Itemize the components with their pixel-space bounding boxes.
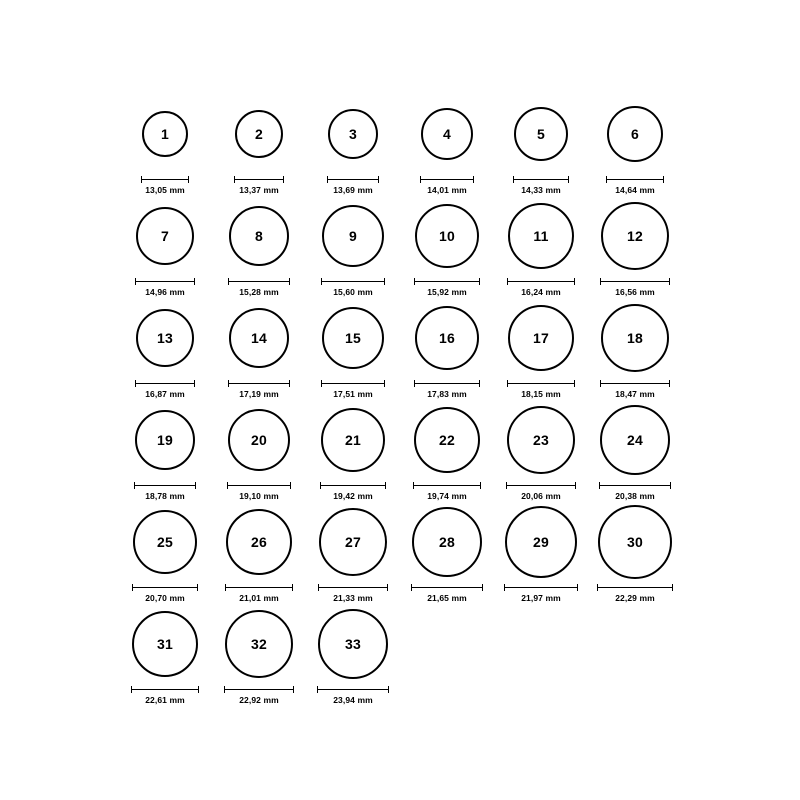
ring-circle[interactable]: [507, 406, 575, 474]
ring-size-label: 5: [537, 126, 545, 142]
dimension-annotation: [134, 482, 196, 501]
ring-size-label: 22: [439, 432, 455, 448]
ring-circle[interactable]: [414, 407, 480, 473]
ring-size-cell[interactable]: [588, 95, 682, 195]
ring-circle-wrapper: [225, 605, 293, 683]
ring-circle-wrapper: [601, 197, 669, 275]
diameter-value: 19,10 mm: [239, 491, 279, 501]
ring-circle[interactable]: [415, 204, 479, 268]
dimension-arrow-icon: [507, 380, 575, 387]
dimension-annotation: [227, 482, 291, 501]
dimension-annotation: [606, 176, 664, 195]
ring-circle-wrapper: [228, 401, 290, 479]
ring-size-label: 14: [251, 330, 267, 346]
dimension-arrow-icon: [600, 278, 670, 285]
diameter-value: 13,69 mm: [333, 185, 373, 195]
ring-circle-wrapper: [601, 299, 669, 377]
dimension-annotation: [600, 278, 670, 297]
ring-size-label: 15: [345, 330, 361, 346]
dimension-arrow-icon: [135, 380, 195, 387]
ring-size-cell[interactable]: [118, 605, 212, 705]
diameter-value: 18,78 mm: [145, 491, 185, 501]
dimension-annotation: [228, 278, 290, 297]
diameter-value: 18,47 mm: [615, 389, 655, 399]
ring-size-cell[interactable]: [306, 401, 400, 501]
ring-size-cell[interactable]: [306, 605, 400, 705]
ring-circle-wrapper: [229, 197, 289, 275]
dimension-arrow-icon: [134, 482, 196, 489]
ring-size-cell[interactable]: [588, 197, 682, 297]
ring-circle-wrapper: [322, 197, 384, 275]
dimension-arrow-icon: [606, 176, 664, 183]
size-row: [0, 401, 800, 501]
diameter-value: 16,87 mm: [145, 389, 185, 399]
dimension-arrow-icon: [317, 686, 389, 693]
ring-circle[interactable]: [600, 405, 670, 475]
ring-size-label: 13: [157, 330, 173, 346]
ring-circle[interactable]: [328, 109, 378, 159]
diameter-value: 17,83 mm: [427, 389, 467, 399]
ring-size-label: 18: [627, 330, 643, 346]
ring-size-label: 19: [157, 432, 173, 448]
ring-circle-wrapper: [235, 95, 283, 173]
dimension-annotation: [228, 380, 290, 399]
diameter-value: 15,60 mm: [333, 287, 373, 297]
dimension-arrow-icon: [413, 482, 481, 489]
ring-size-cell[interactable]: [212, 299, 306, 399]
dimension-arrow-icon: [131, 686, 199, 693]
ring-circle[interactable]: [318, 609, 388, 679]
diameter-value: 20,70 mm: [145, 593, 185, 603]
ring-circle[interactable]: [132, 611, 198, 677]
diameter-value: 20,38 mm: [615, 491, 655, 501]
diameter-value: 15,92 mm: [427, 287, 467, 297]
ring-size-label: 17: [533, 330, 549, 346]
diameter-value: 23,94 mm: [333, 695, 373, 705]
ring-circle[interactable]: [514, 107, 568, 161]
dimension-arrow-icon: [597, 584, 673, 591]
ring-circle[interactable]: [508, 203, 574, 269]
ring-circle-wrapper: [414, 401, 480, 479]
ring-size-label: 27: [345, 534, 361, 550]
ring-circle[interactable]: [235, 110, 283, 158]
dimension-annotation: [135, 278, 195, 297]
ring-circle[interactable]: [415, 306, 479, 370]
ring-circle[interactable]: [601, 304, 669, 372]
dimension-arrow-icon: [507, 278, 575, 285]
ring-circle-wrapper: [136, 197, 194, 275]
dimension-arrow-icon: [321, 380, 385, 387]
dimension-annotation: [600, 380, 670, 399]
ring-circle[interactable]: [142, 111, 188, 157]
ring-circle-wrapper: [142, 95, 188, 173]
ring-size-cell[interactable]: [306, 197, 400, 297]
ring-size-label: 11: [533, 228, 549, 244]
dimension-arrow-icon: [420, 176, 474, 183]
ring-circle[interactable]: [322, 205, 384, 267]
ring-circle-wrapper: [321, 401, 385, 479]
ring-circle-wrapper: [322, 299, 384, 377]
diameter-value: 18,15 mm: [521, 389, 561, 399]
ring-size-cell[interactable]: [306, 95, 400, 195]
ring-size-label: 26: [251, 534, 267, 550]
dimension-arrow-icon: [228, 278, 290, 285]
ring-circle[interactable]: [136, 207, 194, 265]
dimension-arrow-icon: [600, 380, 670, 387]
dimension-arrow-icon: [320, 482, 386, 489]
dimension-annotation: [513, 176, 569, 195]
ring-circle[interactable]: [322, 307, 384, 369]
dimension-arrow-icon: [513, 176, 569, 183]
diameter-value: 13,05 mm: [145, 185, 185, 195]
ring-circle-wrapper: [505, 503, 577, 581]
ring-circle-wrapper: [226, 503, 292, 581]
ring-size-cell[interactable]: [494, 299, 588, 399]
dimension-annotation: [234, 176, 284, 195]
dimension-arrow-icon: [504, 584, 578, 591]
diameter-value: 14,64 mm: [615, 185, 655, 195]
diameter-value: 14,96 mm: [145, 287, 185, 297]
ring-circle-wrapper: [319, 503, 387, 581]
ring-size-label: 24: [627, 432, 643, 448]
dimension-annotation: [321, 278, 385, 297]
size-row: [0, 95, 800, 195]
dimension-arrow-icon: [135, 278, 195, 285]
dimension-arrow-icon: [141, 176, 189, 183]
diameter-value: 21,65 mm: [427, 593, 467, 603]
ring-circle[interactable]: [319, 508, 387, 576]
diameter-value: 21,97 mm: [521, 593, 561, 603]
dimension-annotation: [599, 482, 671, 501]
ring-size-cell[interactable]: [306, 503, 400, 603]
ring-size-label: 23: [533, 432, 549, 448]
ring-size-label: 7: [161, 228, 169, 244]
ring-circle-wrapper: [229, 299, 289, 377]
dimension-annotation: [135, 380, 195, 399]
size-row: [0, 299, 800, 399]
ring-size-cell[interactable]: [588, 503, 682, 603]
ring-size-label: 21: [345, 432, 361, 448]
diameter-value: 19,74 mm: [427, 491, 467, 501]
ring-size-label: 6: [631, 126, 639, 142]
dimension-arrow-icon: [228, 380, 290, 387]
dimension-annotation: [321, 380, 385, 399]
ring-circle-wrapper: [412, 503, 482, 581]
ring-size-label: 32: [251, 636, 267, 652]
ring-circle[interactable]: [133, 510, 197, 574]
ring-size-cell[interactable]: [494, 401, 588, 501]
ring-size-cell[interactable]: [212, 197, 306, 297]
ring-circle-wrapper: [132, 605, 198, 683]
ring-circle-wrapper: [136, 299, 194, 377]
dimension-annotation: [420, 176, 474, 195]
ring-size-label: 4: [443, 126, 451, 142]
ring-circle[interactable]: [229, 206, 289, 266]
dimension-annotation: [225, 584, 293, 603]
diameter-value: 13,37 mm: [239, 185, 279, 195]
dimension-annotation: [224, 686, 294, 705]
ring-size-label: 30: [627, 534, 643, 550]
dimension-arrow-icon: [506, 482, 576, 489]
ring-size-label: 16: [439, 330, 455, 346]
diameter-value: 15,28 mm: [239, 287, 279, 297]
ring-size-cell[interactable]: [588, 401, 682, 501]
ring-circle-wrapper: [415, 299, 479, 377]
dimension-annotation: [506, 482, 576, 501]
diameter-value: 21,33 mm: [333, 593, 373, 603]
dimension-arrow-icon: [321, 278, 385, 285]
ring-circle[interactable]: [508, 305, 574, 371]
ring-circle-wrapper: [421, 95, 473, 173]
dimension-annotation: [414, 278, 480, 297]
ring-size-cell[interactable]: [118, 401, 212, 501]
dimension-annotation: [414, 380, 480, 399]
dimension-annotation: [507, 380, 575, 399]
ring-circle-wrapper: [135, 401, 195, 479]
dimension-arrow-icon: [227, 482, 291, 489]
diameter-value: 19,42 mm: [333, 491, 373, 501]
dimension-arrow-icon: [414, 278, 480, 285]
ring-size-cell[interactable]: [400, 503, 494, 603]
dimension-arrow-icon: [225, 584, 293, 591]
ring-circle-wrapper: [598, 503, 672, 581]
dimension-annotation: [507, 278, 575, 297]
dimension-annotation: [413, 482, 481, 501]
dimension-arrow-icon: [318, 584, 388, 591]
ring-size-label: 9: [349, 228, 357, 244]
diameter-value: 16,24 mm: [521, 287, 561, 297]
ring-circle[interactable]: [229, 308, 289, 368]
ring-circle[interactable]: [421, 108, 473, 160]
ring-size-cell[interactable]: [588, 299, 682, 399]
dimension-annotation: [132, 584, 198, 603]
ring-size-label: 12: [627, 228, 643, 244]
ring-circle-wrapper: [415, 197, 479, 275]
ring-size-label: 28: [439, 534, 455, 550]
diameter-value: 16,56 mm: [615, 287, 655, 297]
ring-size-label: 10: [439, 228, 455, 244]
diameter-value: 14,01 mm: [427, 185, 467, 195]
ring-size-cell[interactable]: [494, 95, 588, 195]
ring-size-cell[interactable]: [118, 95, 212, 195]
ring-size-cell[interactable]: [400, 95, 494, 195]
ring-circle-wrapper: [514, 95, 568, 173]
diameter-value: 22,92 mm: [239, 695, 279, 705]
ring-size-cell[interactable]: [212, 95, 306, 195]
dimension-annotation: [318, 584, 388, 603]
dimension-annotation: [320, 482, 386, 501]
ring-size-cell[interactable]: [212, 503, 306, 603]
ring-circle[interactable]: [607, 106, 663, 162]
ring-circle-wrapper: [507, 401, 575, 479]
diameter-value: 22,29 mm: [615, 593, 655, 603]
ring-circle[interactable]: [228, 409, 290, 471]
ring-circle[interactable]: [225, 610, 293, 678]
ring-size-label: 31: [157, 636, 173, 652]
ring-size-label: 20: [251, 432, 267, 448]
diameter-value: 17,19 mm: [239, 389, 279, 399]
ring-circle[interactable]: [601, 202, 669, 270]
ring-circle[interactable]: [135, 410, 195, 470]
dimension-arrow-icon: [132, 584, 198, 591]
ring-circle[interactable]: [598, 505, 672, 579]
ring-size-cell[interactable]: [306, 299, 400, 399]
diameter-value: 21,01 mm: [239, 593, 279, 603]
size-row: [0, 605, 800, 705]
dimension-arrow-icon: [414, 380, 480, 387]
ring-circle[interactable]: [136, 309, 194, 367]
ring-size-cell[interactable]: [400, 401, 494, 501]
ring-circle[interactable]: [321, 408, 385, 472]
dimension-arrow-icon: [234, 176, 284, 183]
ring-circle-wrapper: [133, 503, 197, 581]
ring-size-label: 25: [157, 534, 173, 550]
ring-circle-wrapper: [607, 95, 663, 173]
dimension-arrow-icon: [224, 686, 294, 693]
diameter-value: 20,06 mm: [521, 491, 561, 501]
ring-size-cell[interactable]: [212, 605, 306, 705]
ring-size-label: 3: [349, 126, 357, 142]
ring-size-label: 2: [255, 126, 263, 142]
diameter-value: 17,51 mm: [333, 389, 373, 399]
ring-circle[interactable]: [412, 507, 482, 577]
ring-size-label: 8: [255, 228, 263, 244]
ring-circle-wrapper: [600, 401, 670, 479]
diameter-value: 14,33 mm: [521, 185, 561, 195]
dimension-arrow-icon: [599, 482, 671, 489]
ring-size-cell[interactable]: [494, 503, 588, 603]
ring-circle[interactable]: [505, 506, 577, 578]
dimension-annotation: [597, 584, 673, 603]
ring-circle-wrapper: [508, 197, 574, 275]
ring-circle[interactable]: [226, 509, 292, 575]
size-row: [0, 503, 800, 603]
ring-size-cell[interactable]: [212, 401, 306, 501]
dimension-annotation: [504, 584, 578, 603]
ring-circle-wrapper: [328, 95, 378, 173]
size-row: [0, 197, 800, 297]
ring-size-cell[interactable]: [118, 503, 212, 603]
dimension-arrow-icon: [411, 584, 483, 591]
dimension-annotation: [327, 176, 379, 195]
dimension-arrow-icon: [327, 176, 379, 183]
ring-size-label: 33: [345, 636, 361, 652]
diameter-value: 22,61 mm: [145, 695, 185, 705]
ring-size-label: 29: [533, 534, 549, 550]
ring-size-cell[interactable]: [400, 197, 494, 297]
dimension-annotation: [411, 584, 483, 603]
ring-size-cell[interactable]: [494, 197, 588, 297]
ring-size-cell[interactable]: [118, 299, 212, 399]
ring-circle-wrapper: [508, 299, 574, 377]
dimension-annotation: [141, 176, 189, 195]
ring-circle-wrapper: [318, 605, 388, 683]
dimension-annotation: [131, 686, 199, 705]
dimension-annotation: [317, 686, 389, 705]
ring-size-label: 1: [161, 126, 169, 142]
ring-size-cell[interactable]: [118, 197, 212, 297]
ring-size-cell[interactable]: [400, 299, 494, 399]
